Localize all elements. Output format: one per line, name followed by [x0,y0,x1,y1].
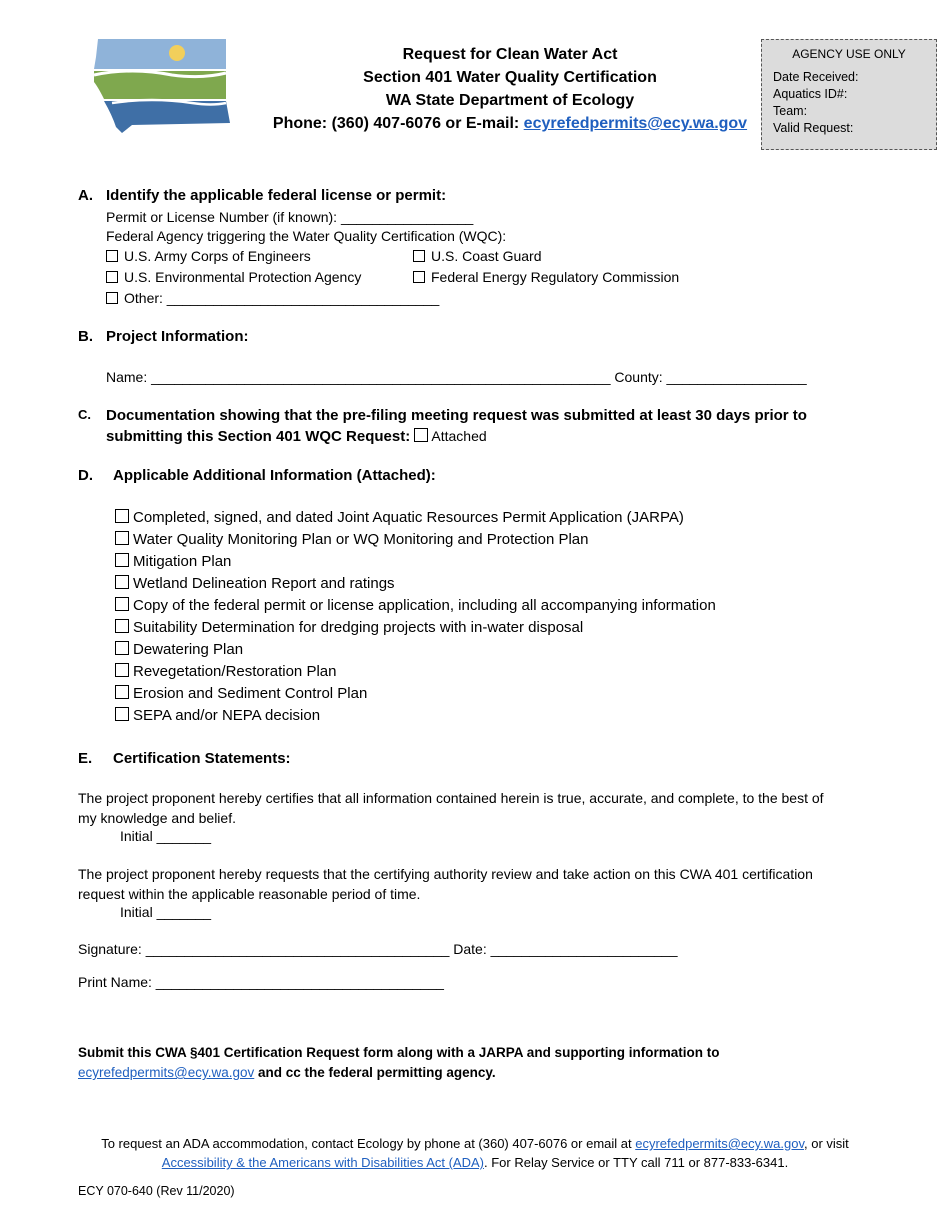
attachment-item[interactable] [115,661,716,683]
coast-guard-label: U.S. Coast Guard [431,248,542,264]
submit-line-1: Submit this CWA §401 Certification Request form along with a JARPA and supporting information to [78,1045,720,1060]
statement-1-line-1: The project proponent hereby certifies that all information contained herein is true, accurate, and complete, to the best of [78,790,824,806]
attachment-checkbox[interactable] [115,575,129,589]
ada-mid: , or visit [804,1136,849,1151]
contact-line [250,112,770,135]
attached-checkbox[interactable] [414,428,428,442]
submit-line-2-suffix: and cc the federal permitting agency. [254,1065,496,1080]
contact-email-link[interactable]: ecyrefedpermits@ecy.wa.gov [523,115,748,132]
section-d-letter: D. [78,467,93,484]
option-other[interactable] [106,288,439,308]
section-c-heading-line-1: Documentation showing that the pre-filing meeting request was submitted at least 30 days prior to [106,407,807,424]
statement-1-line-2: my knowledge and belief. [78,810,236,826]
epa-label: U.S. Environmental Protection Agency [124,269,362,285]
print-name-field[interactable]: Print Name: _____________________________________ [78,974,444,990]
section-b-letter: B. [78,328,93,345]
attachment-item[interactable] [115,551,716,573]
section-d-heading: Applicable Additional Information (Attached): [113,467,436,484]
section-a-heading: Identify the applicable federal license or permit: [106,187,447,204]
section-c-heading-text: submitting this Section 401 WQC Request: [106,428,411,445]
submit-instructions [78,1043,898,1083]
attachment-item[interactable] [115,529,716,551]
attachment-label: Copy of the federal permit or license application, including all accompanying information [133,597,716,614]
epa-checkbox[interactable] [106,271,118,283]
ada-accessibility-link[interactable]: Accessibility & the Americans with Disabilities Act (ADA) [161,1155,484,1170]
ada-footer [60,1134,890,1172]
attachment-checkbox[interactable] [115,531,129,545]
agency-field-date-received: Date Received: [773,70,859,84]
contact-prefix: Phone: (360) 407-6076 or E-mail: [272,115,524,132]
ferc-label: Federal Energy Regulatory Commission [431,269,680,285]
attachment-label: Water Quality Monitoring Plan or WQ Monitoring and Protection Plan [133,531,589,548]
statement-2-line-1: The project proponent hereby requests that the certifying authority review and take action on this CWA 401 certification [78,866,813,882]
attachment-label: Wetland Delineation Report and ratings [133,575,395,592]
section-e-heading: Certification Statements: [113,750,291,767]
submit-email-link[interactable]: ecyrefedpermits@ecy.wa.gov [78,1065,255,1080]
other-checkbox[interactable] [106,292,118,304]
agency-field-valid-request: Valid Request: [773,121,854,135]
ada-line-1 [60,1134,890,1153]
permit-number-field[interactable]: Permit or License Number (if known): _________________ [106,209,474,225]
other-label: Other: ___________________________________ [124,290,440,306]
attachment-item[interactable] [115,639,716,661]
section-e-letter: E. [78,750,93,767]
attachment-item[interactable] [115,595,716,617]
title-line-1: Request for Clean Water Act [402,46,618,63]
initial-field-2[interactable]: Initial _______ [120,904,212,920]
agency-box-heading: AGENCY USE ONLY [792,47,906,61]
attachment-item[interactable] [115,573,716,595]
certification-statement-2 [78,864,878,904]
attachment-checkbox[interactable] [115,597,129,611]
attachment-checkbox[interactable] [115,509,129,523]
submit-line-2 [78,1063,898,1083]
section-c-heading-line-2 [106,426,807,447]
attachment-item[interactable] [115,507,716,529]
attached-option[interactable] [414,428,486,444]
section-c-heading [106,406,807,447]
option-epa[interactable] [106,267,361,287]
certification-statement-1 [78,788,878,828]
attachment-label: SEPA and/or NEPA decision [133,707,321,724]
section-c-letter: C. [78,407,91,422]
attachment-checkbox[interactable] [115,619,129,633]
agency-field-team: Team: [773,104,808,118]
attachment-checkbox[interactable] [115,553,129,567]
federal-agency-label: Federal Agency triggering the Water Quality Certification (WQC): [106,228,507,244]
attachment-item[interactable] [115,683,716,705]
washington-state-logo-icon [92,37,234,137]
attachment-label: Completed, signed, and dated Joint Aquatic Resources Permit Application (JARPA) [133,509,684,526]
attachment-checkbox[interactable] [115,641,129,655]
title-line-3: WA State Department of Ecology [385,92,635,109]
form-title [250,43,770,135]
attachment-item[interactable] [115,705,716,727]
attachment-checkbox[interactable] [115,685,129,699]
option-coast-guard[interactable] [413,246,542,266]
option-army-corps[interactable] [106,246,311,266]
section-b-heading: Project Information: [106,328,249,345]
agency-field-aquatics-id: Aquatics ID#: [773,87,848,101]
signature-date-field[interactable]: Signature: _______________________________________ Date: ________________________ [78,941,678,957]
ada-suffix: . For Relay Service or TTY call 711 or 877-833-6341. [484,1155,789,1170]
statement-2-line-2: request within the applicable reasonable period of time. [78,886,421,902]
form-id: ECY 070-640 (Rev 11/2020) [78,1184,235,1198]
army-corps-checkbox[interactable] [106,250,118,262]
project-name-county-field[interactable]: Name: ___________________________________________________________ County: __________________ [106,369,807,385]
ferc-checkbox[interactable] [413,271,425,283]
ecology-logo [92,37,234,137]
attachment-label: Erosion and Sediment Control Plan [133,685,368,702]
coast-guard-checkbox[interactable] [413,250,425,262]
ada-email-link[interactable]: ecyrefedpermits@ecy.wa.gov [635,1136,805,1151]
attachment-checkbox[interactable] [115,663,129,677]
attachment-checkbox[interactable] [115,707,129,721]
title-line-2: Section 401 Water Quality Certification [363,69,657,86]
section-a-letter: A. [78,187,93,204]
agency-use-box [761,39,937,150]
army-corps-label: U.S. Army Corps of Engineers [124,248,311,264]
attached-label: Attached [431,428,487,444]
ada-prefix: To request an ADA accommodation, contact Ecology by phone at (360) 407-6076 or email at [101,1136,636,1151]
ada-line-2 [60,1153,890,1172]
attachment-item[interactable] [115,617,716,639]
attachment-list [115,507,716,727]
attachment-label: Mitigation Plan [133,553,232,570]
attachment-label: Revegetation/Restoration Plan [133,663,337,680]
option-ferc[interactable] [413,267,679,287]
initial-field-1[interactable]: Initial _______ [120,828,212,844]
attachment-label: Dewatering Plan [133,641,244,658]
attachment-label: Suitability Determination for dredging projects with in-water disposal [133,619,584,636]
